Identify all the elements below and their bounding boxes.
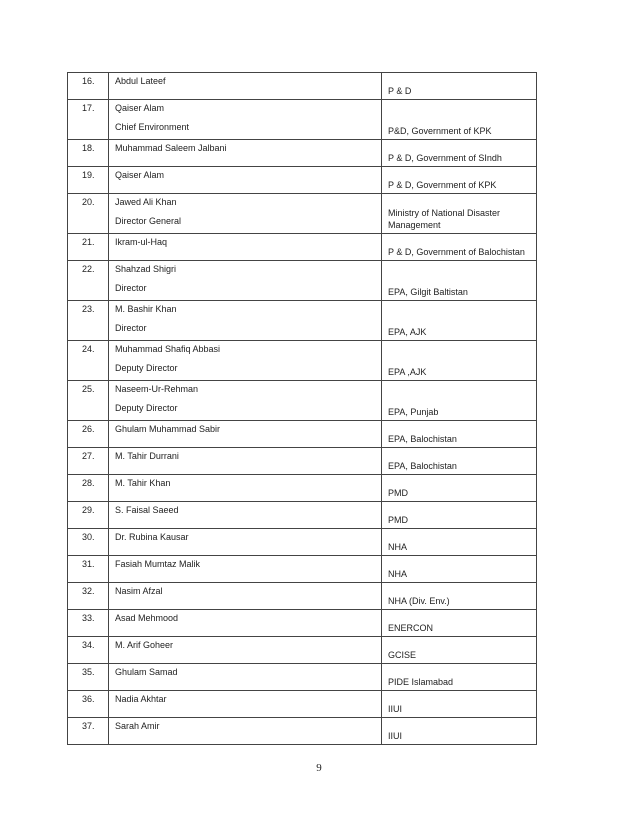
table-row [68,100,537,140]
organization: GCISE [382,637,537,664]
participant-cell [109,100,382,140]
participant-cell [109,556,382,583]
table-row [68,301,537,341]
row-number: 24. [68,341,109,381]
table-row [68,448,537,475]
participant-name: Ghulam Samad [115,667,178,677]
participant-cell [109,261,382,301]
row-number: 19. [68,167,109,194]
organization: EPA ,AJK [382,341,537,381]
table-row [68,140,537,167]
organization: PMD [382,502,537,529]
participant-cell [109,234,382,261]
table-row [68,691,537,718]
row-number: 30. [68,529,109,556]
row-number: 35. [68,664,109,691]
participant-cell [109,140,382,167]
participant-cell [109,475,382,502]
participant-cell [109,421,382,448]
row-number: 25. [68,381,109,421]
participant-cell [109,718,382,745]
participant-designation: Deputy Director [115,363,178,373]
organization: P & D, Government of SIndh [382,140,537,167]
page-number: 9 [316,762,322,774]
organization: NHA [382,529,537,556]
participant-cell [109,167,382,194]
organization: P & D, Government of Balochistan [382,234,537,261]
participants-table [67,72,537,745]
participant-cell [109,502,382,529]
participant-cell [109,381,382,421]
table-row [68,664,537,691]
table-row [68,583,537,610]
participant-cell [109,73,382,100]
organization: P & D [382,73,537,100]
participant-designation: Chief Environment [115,122,190,132]
participant-cell [109,637,382,664]
organization: EPA, Balochistan [382,448,537,475]
participant-name: Jawed Ali Khan [115,197,177,207]
participant-designation: Director [115,323,147,333]
organization: Ministry of National Disaster Management [382,194,537,234]
participant-name: Abdul Lateef [115,76,166,86]
table-row [68,341,537,381]
table-row [68,529,537,556]
row-number: 26. [68,421,109,448]
organization: IIUI [382,691,537,718]
row-number: 34. [68,637,109,664]
participant-designation: Deputy Director [115,403,178,413]
participant-designation: Director General [115,216,182,226]
table-row [68,234,537,261]
row-number: 29. [68,502,109,529]
participant-name: Ikram-ul-Haq [115,237,168,247]
participant-cell [109,691,382,718]
organization: NHA (Div. Env.) [382,583,537,610]
organization: ENERCON [382,610,537,637]
table-row [68,475,537,502]
row-number: 27. [68,448,109,475]
row-number: 18. [68,140,109,167]
table-row [68,610,537,637]
participants-table-body [68,73,537,745]
row-number: 36. [68,691,109,718]
organization: IIUI [382,718,537,745]
row-number: 22. [68,261,109,301]
participant-name: Dr. Rubina Kausar [115,532,189,542]
participant-name: Shahzad Shigri [115,264,177,274]
row-number: 16. [68,73,109,100]
organization: P&D, Government of KPK [382,100,537,140]
participant-name: Nasim Afzal [115,586,163,596]
organization: EPA, AJK [382,301,537,341]
participant-name: S. Faisal Saeed [115,505,179,515]
participant-name: Qaiser Alam [115,103,165,113]
participant-name: M. Tahir Khan [115,478,171,488]
participant-cell [109,341,382,381]
participant-name: M. Bashir Khan [115,304,177,314]
organization: P & D, Government of KPK [382,167,537,194]
participant-name: Nadia Akhtar [115,694,167,704]
participant-name: Asad Mehmood [115,613,179,623]
organization: EPA, Punjab [382,381,537,421]
table-row [68,194,537,234]
row-number: 31. [68,556,109,583]
participant-cell [109,664,382,691]
row-number: 23. [68,301,109,341]
table-row [68,556,537,583]
participant-cell [109,194,382,234]
table-row [68,167,537,194]
participant-name: Qaiser Alam [115,170,165,180]
participant-name: Sarah Amir [115,721,160,731]
row-number: 17. [68,100,109,140]
table-row [68,381,537,421]
participant-designation: Director [115,283,147,293]
table-row [68,718,537,745]
row-number: 28. [68,475,109,502]
table-row [68,637,537,664]
organization: EPA, Gilgit Baltistan [382,261,537,301]
organization: NHA [382,556,537,583]
participant-name: Muhammad Shafiq Abbasi [115,344,221,354]
participant-name: Naseem-Ur-Rehman [115,384,199,394]
participant-cell [109,610,382,637]
participant-name: Muhammad Saleem Jalbani [115,143,227,153]
participant-name: Ghulam Muhammad Sabir [115,424,221,434]
organization: PIDE Islamabad [382,664,537,691]
table-row [68,502,537,529]
row-number: 33. [68,610,109,637]
participant-name: M. Arif Goheer [115,640,174,650]
table-row [68,261,537,301]
participant-cell [109,301,382,341]
participant-name: Fasiah Mumtaz Malik [115,559,201,569]
table-row [68,421,537,448]
participant-cell [109,583,382,610]
participant-name: M. Tahir Durrani [115,451,179,461]
organization: EPA, Balochistan [382,421,537,448]
row-number: 20. [68,194,109,234]
table-row [68,73,537,100]
participant-cell [109,529,382,556]
row-number: 37. [68,718,109,745]
organization: PMD [382,475,537,502]
row-number: 32. [68,583,109,610]
participant-cell [109,448,382,475]
row-number: 21. [68,234,109,261]
